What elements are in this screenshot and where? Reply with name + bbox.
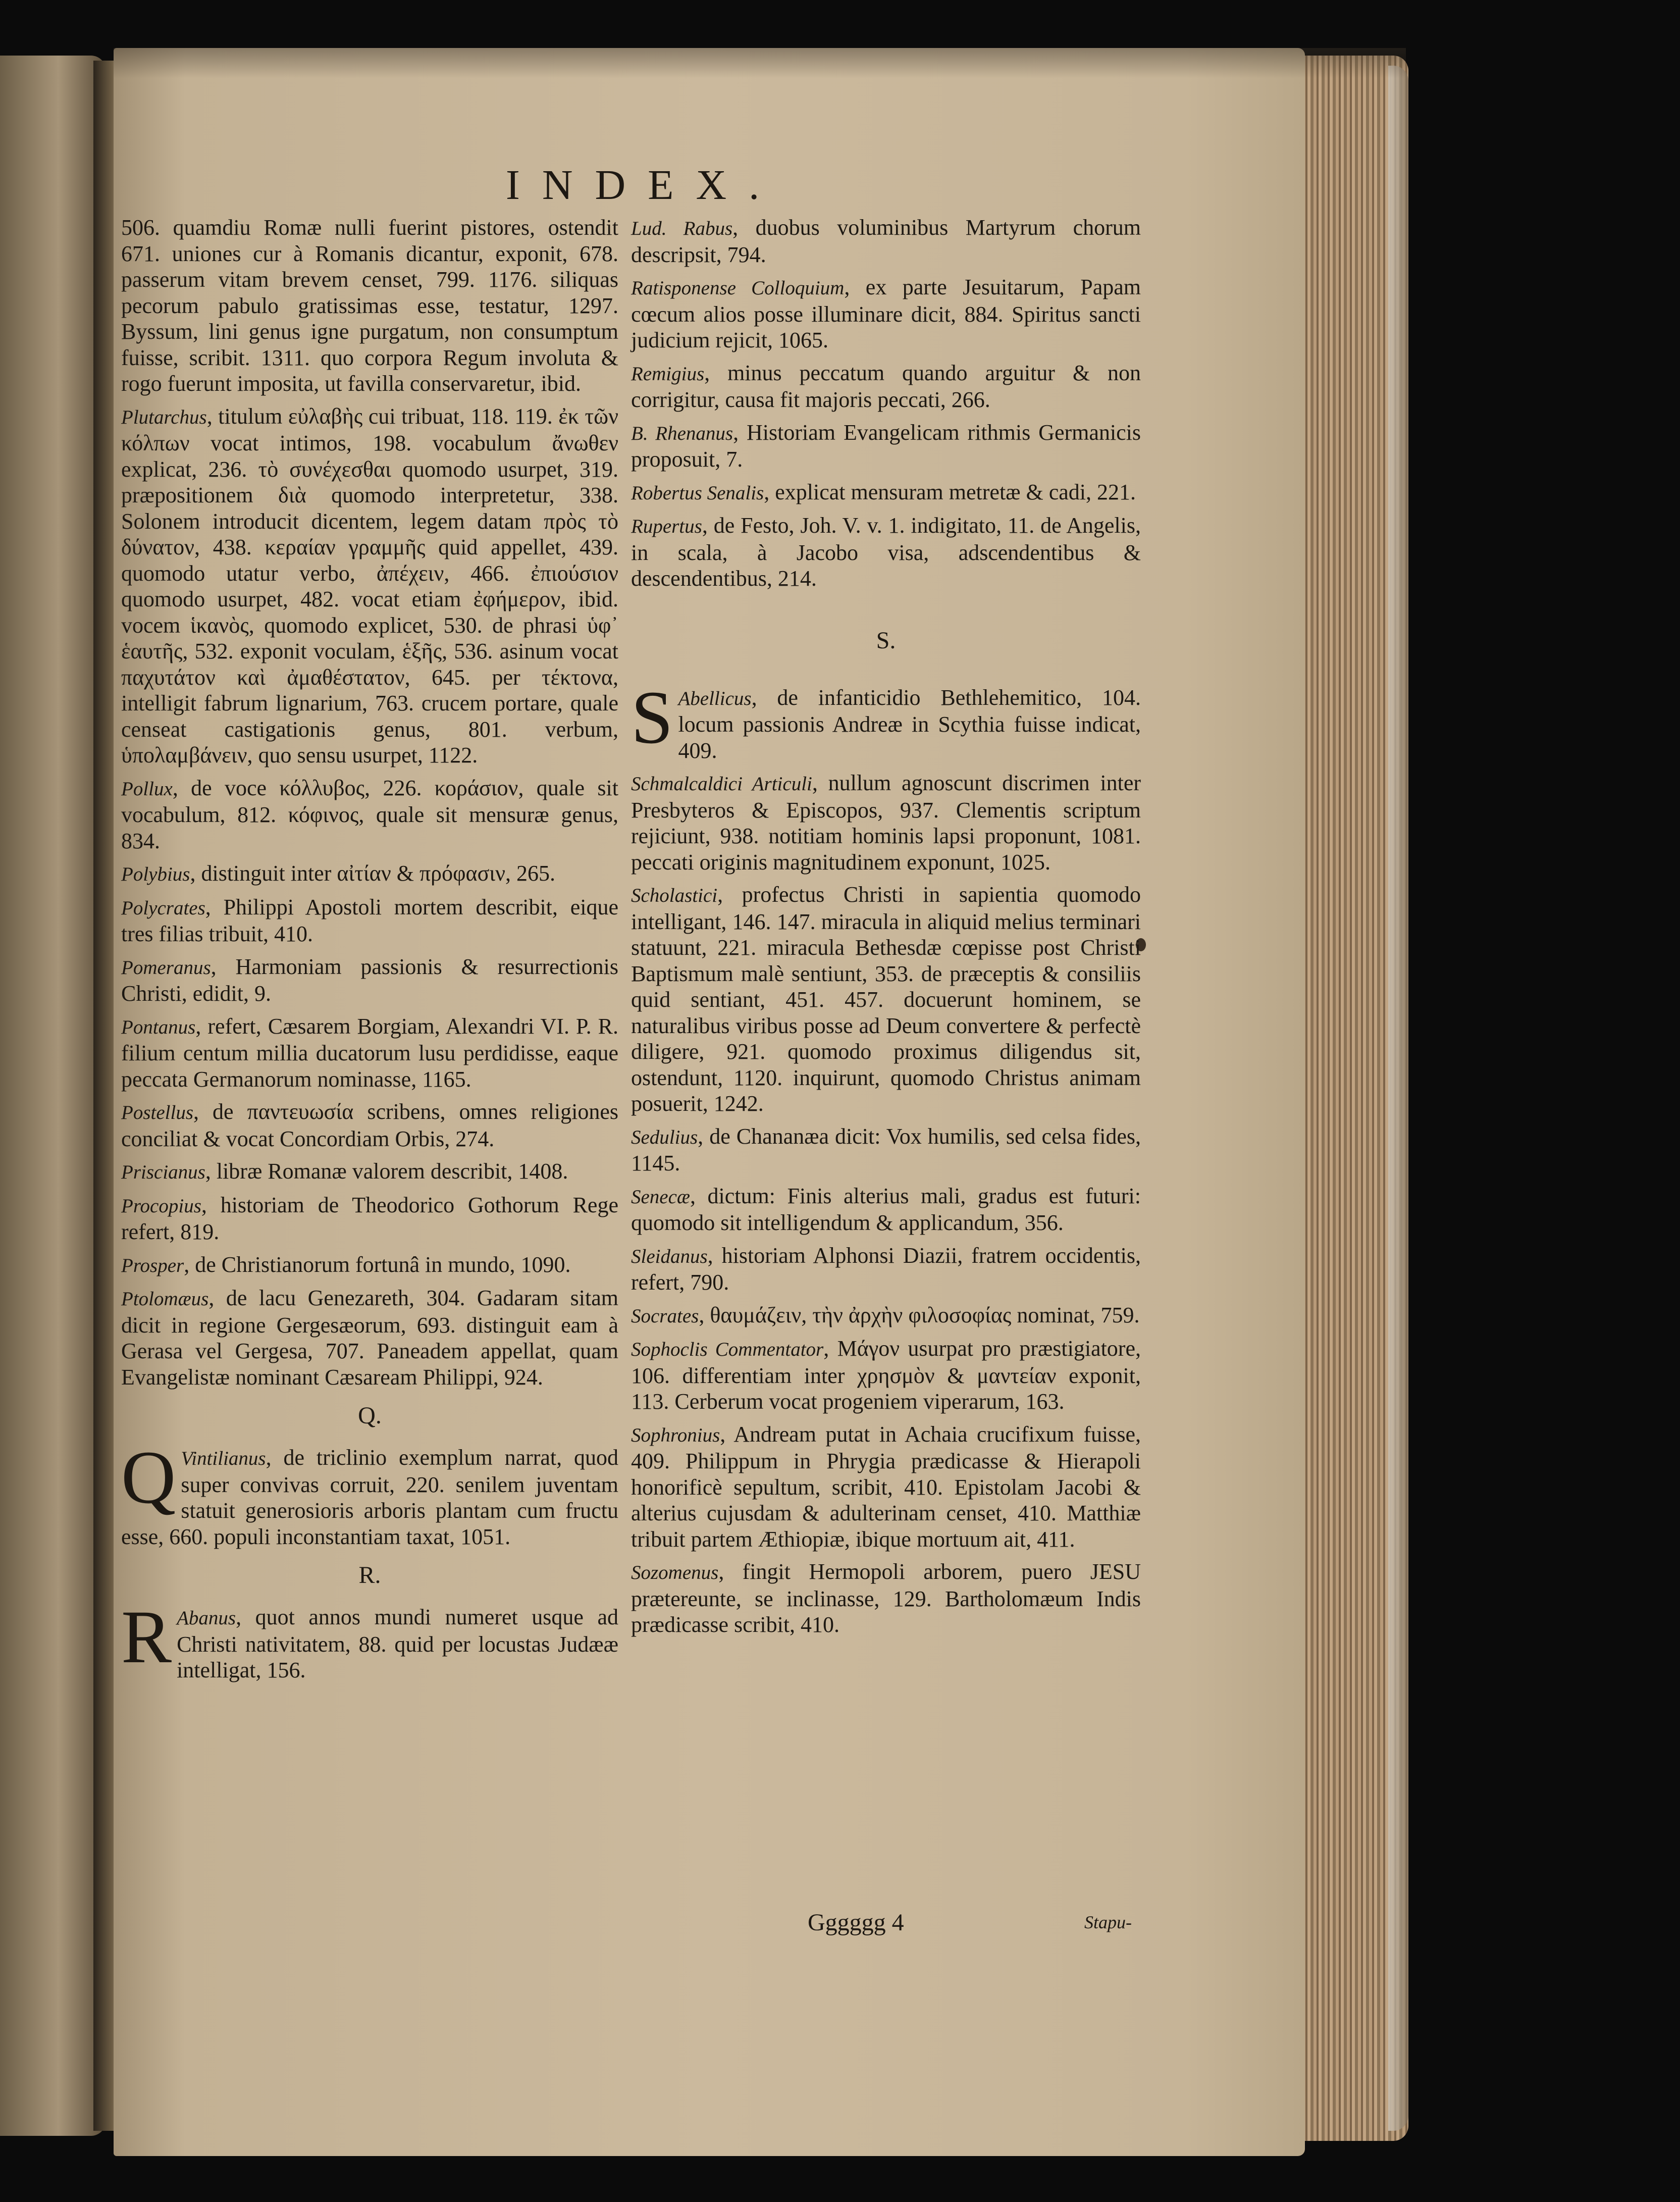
index-entry (121, 1013, 618, 1093)
entry-text: , fingit Hermopoli arborem, puero JESU prætereunte, se inclinasse, 129. Bartholomæum Indis prædicasse scribit, 410. (631, 1559, 1141, 1637)
page-top-shadow (114, 48, 1406, 78)
entry-text: , de lacu Genezareth, 304. Gadaram sitam dicit in regione Gergesæorum, 693. distinguit eam à Gerasa vel Gergesa, 707. Paneadem appellat, quam Evangelistæ nominant Cæsaream Philippi, 924. (121, 1286, 618, 1390)
index-entry (631, 1336, 1141, 1415)
index-entry (631, 1243, 1141, 1296)
entry-name: Abellicus (678, 687, 752, 709)
entry-text: , historiam de Theodorico Gothorum Rege refert, 819. (121, 1192, 618, 1244)
entry-name: Priscianus (121, 1161, 205, 1183)
entry-name: Sophoclis Commentator (631, 1339, 824, 1360)
index-entry (121, 1158, 618, 1186)
index-entry (631, 420, 1141, 473)
entry-name: Plutarchus (121, 406, 207, 428)
entry-name: Ptolomæus (121, 1288, 209, 1310)
catchword: Stapu- (1084, 1912, 1132, 1932)
entry-text: , de Christianorum fortunâ in mundo, 1090. (184, 1252, 571, 1277)
index-entry (121, 894, 618, 947)
entry-name: Remigius (631, 363, 705, 385)
entry-text: , minus peccatum quando arguitur & non corrigitur, causa fit majoris peccati, 266. (631, 360, 1141, 412)
entry-text: , de Chananæa dicit: Vox humilis, sed celsa fides, 1145. (631, 1123, 1141, 1175)
page-header: INDEX. (505, 162, 782, 209)
index-entry (631, 1123, 1141, 1176)
entry-text: , de triclinio exemplum narrat, quod super convivas corruit, 220. senilem juventam statuit generosioris arboris plantam cum fructu esse, 660. populi inconstantiam taxat, 1051. (121, 1445, 618, 1549)
index-entry (121, 1285, 618, 1390)
entry-text: , nullum agnoscunt discrimen inter Presbyteros & Episcopos, 937. Clementis scriptum rejiciunt, 938. notitiam hominis lapsi proponunt, 1081. peccati originis magnitudinem exponunt, 1025. (631, 771, 1141, 875)
right-column (631, 215, 1141, 1645)
entry-name: Rupertus (631, 516, 702, 537)
index-entry (631, 1559, 1141, 1638)
index-entry (631, 770, 1141, 875)
index-entry (631, 360, 1141, 413)
section-heading-r: R. (358, 1562, 381, 1589)
entry-text: , Μάγον usurpat pro præstigiatore, 106. differentiam inter χρησμὸν & μαντείαν exponit, 113. Cerberum vocat progeniem viperarum, 163. (631, 1336, 1141, 1414)
entry-name: Vintilianus (181, 1448, 266, 1469)
drop-cap-r: R (121, 1595, 172, 1679)
index-entry (631, 274, 1141, 353)
entry-name: Sophronius (631, 1424, 720, 1446)
section-heading-q: Q. (358, 1402, 382, 1429)
section-heading-s: S. (876, 627, 896, 654)
entry-text: , de παντευωσία scribens, omnes religiones conciliat & vocat Concordiam Orbis, 274. (121, 1099, 618, 1151)
index-entry (631, 1183, 1141, 1236)
entry-name: Sozomenus (631, 1562, 719, 1583)
entry-name: Postellus (121, 1102, 193, 1123)
signature-mark: Gggggg 4 (808, 1909, 904, 1936)
entry-name: Pontanus (121, 1016, 196, 1038)
entry-name: Scholastici (631, 885, 718, 906)
page-block-outer-edge (1388, 66, 1408, 2131)
entry-text: , ex parte Jesuitarum, Papam cœcum alios posse illuminare dicit, 884. Spiritus sancti judicium rejicit, 1065. (631, 275, 1141, 352)
drop-cap-s: S (631, 675, 673, 759)
left-column (121, 215, 618, 1690)
left-page-edge (0, 56, 106, 2136)
entry-text: , titulum εὐλαβὴς cui tribuat, 118. 119. ἐκ τῶν κόλπων vocat intimos, 198. vocabulum ἄνωθεν explicat, 236. τὸ συνέχεσθαι quomodo usurpet, 319. præpositionem διὰ quomodo interpretetur, 338. Solonem introducit dicentem, legem datam πρὸς τὸ δύνατον, 438. κεραίαν γραμμῆς quid appellet, 439. quomodo utatur verbo, ἀπέχειν, 466. ἐπιούσιον quomodo usurpet, 482. vocat etiam ἐφήμερον, ibid. vocem ἱκανὸς, quomodo explicet, 530. de phrasi ὑφ᾽ ἑαυτῆς, 532. exponit voculam, ἑξῆς, 536. asinum vocat παχυτάτον καὶ ἀμαθέστατον, 645. per τέκτονα, intelligit fabrum lignarium, 763. crucem portare, quale censeat castigationis genus, 801. verbum, ὑπολαμβάνειν, quo sensu usurpet, 1122. (121, 403, 618, 767)
index-entry (631, 675, 1141, 764)
entry-name: Robertus Senalis (631, 482, 764, 504)
entry-text: , libræ Romanæ valorem describit, 1408. (205, 1159, 568, 1184)
entry-text: , refert, Cæsarem Borgiam, Alexandri VI. P. R. filium centum millia ducatorum lusu perdidisse, eaque peccata Germanorum nominasse, 1165. (121, 1013, 618, 1092)
index-entry (121, 403, 618, 769)
entry-name: Polybius (121, 863, 190, 885)
index-entry (631, 1421, 1141, 1553)
entry-text: , explicat mensuram metretæ & cadi, 221. (764, 479, 1136, 504)
entry-text: , dictum: Finis alterius mali, gradus est futuri: quomodo sit intelligendum & applicandum, 356. (631, 1183, 1141, 1235)
entry-text: , Philippi Apostoli mortem describit, eique tres filias tribuit, 410. (121, 894, 618, 946)
entry-name: Lud. Rabus (631, 218, 733, 239)
index-entry (121, 860, 618, 888)
index-entry (631, 479, 1141, 506)
entry-text: , de infanticidio Bethlehemitico, 104. locum passionis Andreæ in Scythia fuisse indicat, 409. (678, 685, 1141, 763)
entry-name: Polycrates (121, 897, 205, 919)
index-entry (121, 1099, 618, 1152)
entry-name: Senecæ (631, 1186, 690, 1208)
entry-text: , Historiam Evangelicam rithmis Germanicis proposuit, 7. (631, 420, 1141, 472)
entry-text: , profectus Christi in sapientia quomodo intelligant, 146. 147. miracula in aliquid melius terminari statuunt, 221. miracula Bethesdæ cœpisse post Christi Baptismum malè sentiunt, 353. de præceptis & consiliis quid sentiant, 451. 457. docuerunt hominem, se naturalibus viribus posse ad Deum convertere & perfectè diligere, 921. quomodo proximus diligendus sit, ostendunt, 1120. inquirunt, quomodo Christus animam posuerit, 1242. (631, 882, 1141, 1116)
index-entry (121, 1436, 618, 1550)
entry-text: , Andream putat in Achaia crucifixum fuisse, 409. Philippum in Phrygia prædicasse & Hierapoli honorificè sepultum, scribit, 410. Epistolam Jacobi & alterius cujusdam & adulterinam censet, 410. Matthiæ tribuit partem Æthiopiæ, ibique mortuum ait, 411. (631, 1421, 1141, 1552)
entry-name: Socrates (631, 1305, 699, 1327)
entry-text: , θαυμάζειν, τὴν ἀρχὴν φιλοσοφίας nominat, 759. (699, 1302, 1140, 1327)
entry-text: , de voce κόλλυβος, 226. κοράσιον, quale sit vocabulum, 812. κόφινος, quale sit mensuræ genus, 834. (121, 775, 618, 853)
index-entry (121, 1192, 618, 1245)
index-entry (631, 1302, 1141, 1329)
entry-name: Pollux (121, 778, 173, 800)
entry-name: Prosper (121, 1254, 184, 1276)
entry-name: Schmalcaldici Articuli (631, 773, 812, 795)
entry-name: B. Rhenanus (631, 422, 733, 444)
entry-name: Ratisponense Colloquium (631, 277, 845, 299)
entry-text: , duobus voluminibus Martyrum chorum descripsit, 794. (631, 215, 1141, 267)
index-entry (121, 954, 618, 1007)
index-entry (631, 882, 1141, 1117)
index-entry (631, 215, 1141, 268)
entry-name: Pomeranus (121, 956, 211, 979)
entry-text: , Harmoniam passionis & resurrectionis Christi, edidit, 9. (121, 954, 618, 1006)
index-entry (121, 1252, 618, 1279)
index-entry (631, 513, 1141, 592)
entry-name: Sedulius (631, 1126, 698, 1148)
entry-name: Sleidanus (631, 1245, 708, 1267)
index-entry (121, 1595, 618, 1683)
entry-text: , de Festo, Joh. V. v. 1. indigitato, 11. de Angelis, in scala, à Jacobo visa, adscendentibus & descendentibus, 214. (631, 513, 1141, 591)
continuation-entry: 506. quamdiu Romæ nulli fuerint pistores, ostendit 671. uniones cur à Romanis dicantur, exponit, 678. passerum vitam brevem censet, 799. 1176. siliquas pecorum pabulo gratissimas esse, testatur, 1297. Byssum, lini genus igne purgatum, non consumptum fuisse, scribit. 1311. quo corpora Regum involuta & rogo fuerunt imposita, ut favilla conservaretur, ibid. (121, 215, 618, 396)
entry-name: Abanus (177, 1607, 236, 1629)
entry-text: , historiam Alphonsi Diazii, fratrem occidentis, refert, 790. (631, 1243, 1141, 1295)
entry-text: , distinguit inter αἰτίαν & πρόφασιν, 265. (190, 861, 556, 886)
entry-name: Procopius (121, 1195, 201, 1217)
drop-cap-q: Q (121, 1436, 176, 1519)
entry-text: , quot annos mundi numeret usque ad Christi nativitatem, 88. quid per locustas Judææ intelligat, 156. (177, 1605, 618, 1682)
index-entry (121, 775, 618, 854)
